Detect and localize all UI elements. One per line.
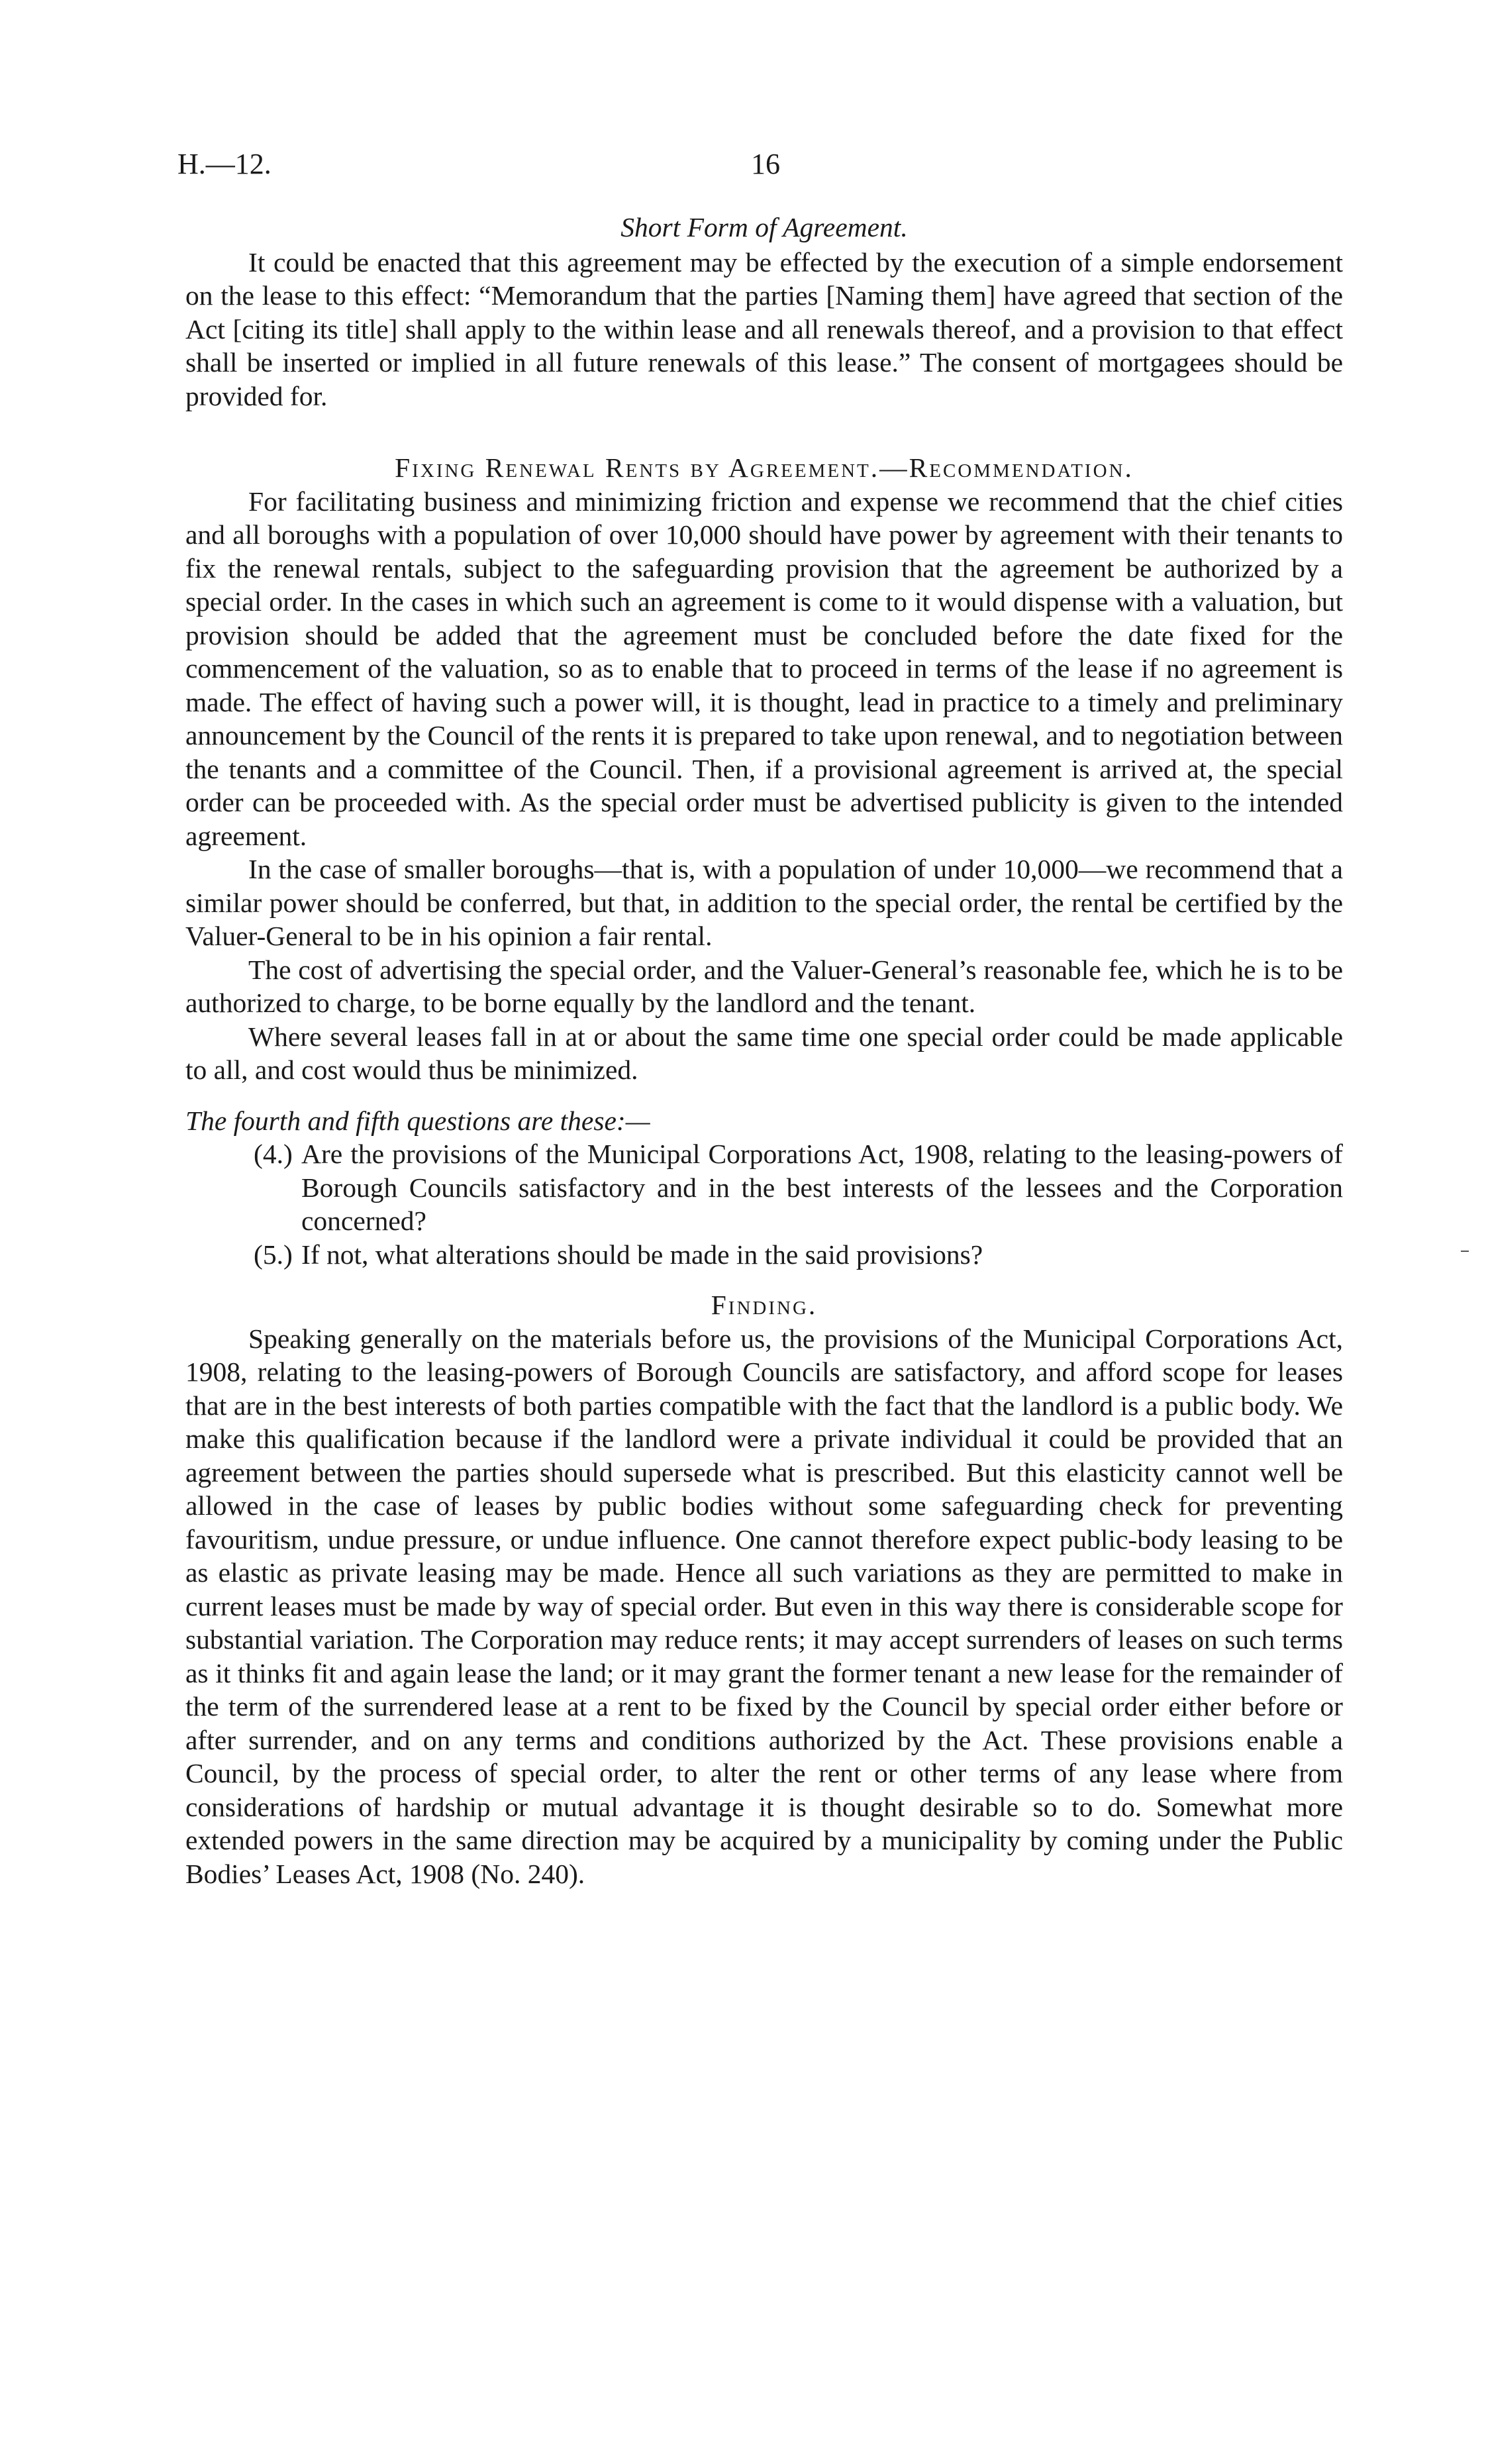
body-text [185, 211, 1343, 1890]
question-text: Are the provisions of the Municipal Corporations Act, 1908, relating to the leasing-powers of Borough Councils satisfactory and in the best interests of the lessees and the Corporation concerned? [301, 1139, 1343, 1236]
fixing-paragraph-2: In the case of smaller boroughs—that is, with a population of under 10,000—we recommend that a similar power should be conferred, but that, in addition to the special order, the rental be certified by the Valuer-General to be in his opinion a fair rental. [185, 854, 1343, 951]
page-number: 16 [751, 148, 780, 180]
fixing-paragraph-3: The cost of advertising the special order, and the Valuer-General’s reasonable fee, which he is to be authorized to charge, to be borne equally by the landlord and the tenant. [185, 954, 1343, 1018]
fixing-rents-heading: Fixing Renewal Rents by Agreement.—Recommendation. [395, 452, 1134, 483]
fixing-paragraph-4: Where several leases fall in at or about the same time one special order could be made applicable to all, and cost would thus be minimized. [185, 1021, 1343, 1085]
question-number: (5.) [254, 1239, 293, 1270]
finding-paragraph: Speaking generally on the materials before us, the provisions of the Municipal Corporations Act, 1908, relating to the leasing-powers of Borough Councils are satisfactory, and afford scope for leases that are in the best interests of both parties compatible with the fact that the landlord is a public body. We make this qualification because if the landlord were a private individual it could be provided that an agreement between the parties should supersede what is prescribed. But this elasticity cannot well be allowed in the case of leases by public bodies without some safeguarding check for preventing favouritism, undue pressure, or undue influence. One cannot therefore expect public-body leasing to be as elastic as private leasing may be made. Hence all such variations as they are permitted to make in current leases must be made by way of special order. But even in this way there is considerable scope for substantial variation. The Corporation may reduce rents; it may accept surrenders of leases on such terms as it thinks fit and again lease the land; or it may grant the former tenant a new lease for the remainder of the term of the surrendered lease at a rent to be fixed by the Council by special order either before or after surrender, and on any terms and conditions authorized by the Act. These provisions enable a Council, by the process of special order, to alter the rent or other terms of any lease where from considerations of hardship or mutual advantage it is thought desirable so to do. Somewhat more extended powers in the same direction may be acquired by a municipality by coming under the Public Bodies’ Leases Act, 1908 (No. 240). [185, 1323, 1343, 1889]
margin-mark [1461, 1251, 1469, 1252]
question-4 [185, 1137, 1343, 1238]
fixing-paragraph-1: For facilitating business and minimizing friction and expense we recommend that the chief cities and all boroughs with a population of over 10,000 should have power by agreement with their tenants to fix the renewal rentals, subject to the safeguarding provision that the agreement be authorized by a special order. In the cases in which such an agreement is come to it would dispense with a valuation, but provision should be added that the agreement must be concluded before the date fixed for the commencement of the valuation, so as to enable that to proceed in terms of the lease if no agreement is made. The effect of having such a power will, it is thought, lead in practice to a timely and preliminary announcement by the Council of the rents it is prepared to take upon renewal, and to negotiation between the tenants and a committee of the Council. Then, if a provisional agreement is arrived at, the special order can be proceeded with. As the special order must be advertised publicity is given to the intended agreement. [185, 486, 1343, 851]
short-form-heading: Short Form of Agreement. [620, 212, 908, 242]
short-form-paragraph: It could be enacted that this agreement may be effected by the execution of a simple endorsement on the lease to this effect: “Memorandum that the parties [Naming them] have agreed that section of the Act [citing its title] shall apply to the within lease and all renewals thereof, and a provision to that effect shall be inserted or implied in all future renewals of this lease.” The consent of mortgagees should be provided for. [185, 246, 1343, 411]
questions-intro: The fourth and fifth questions are these:— [185, 1105, 650, 1136]
page-header [0, 147, 1486, 187]
document-reference: H.—12. [177, 148, 272, 180]
question-number: (4.) [254, 1139, 293, 1169]
finding-heading: Finding. [711, 1290, 818, 1320]
question-5 [185, 1238, 1343, 1272]
question-text: If not, what alterations should be made in the said provisions? [301, 1239, 983, 1270]
